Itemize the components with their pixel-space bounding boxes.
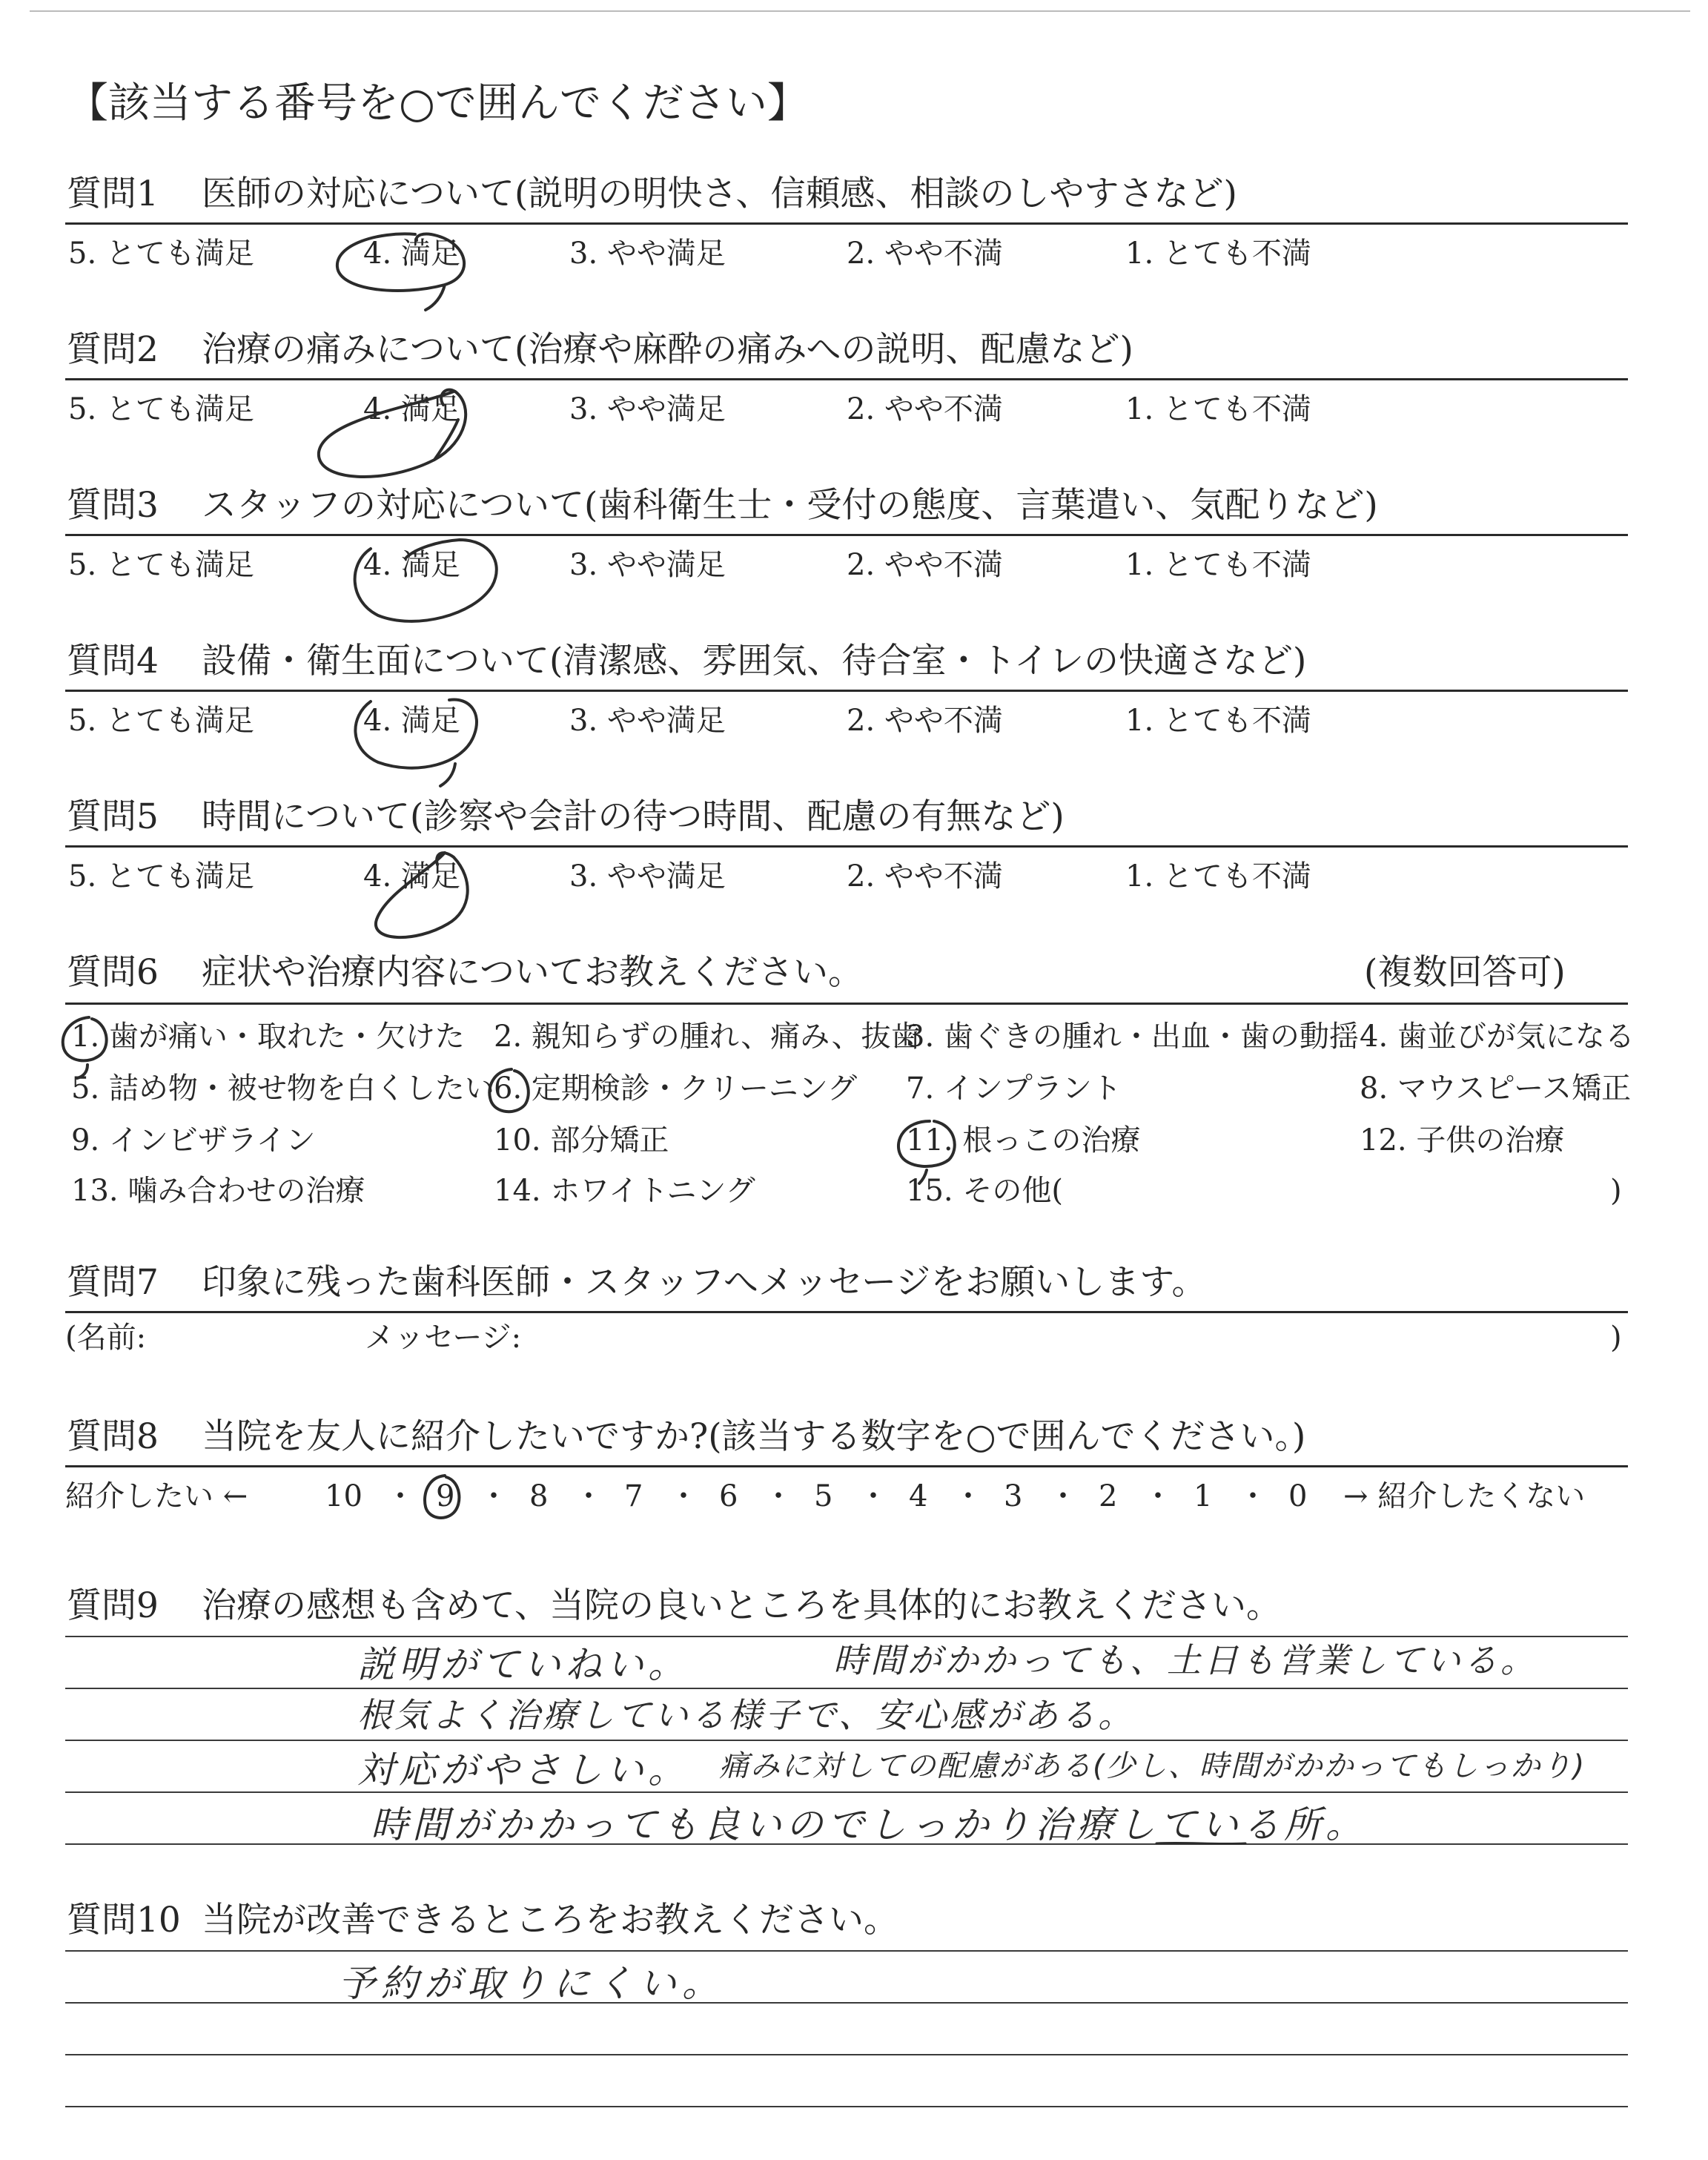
q1-option-5[interactable]: 5. とても満足 bbox=[68, 237, 254, 271]
q8-dot-5: ・ bbox=[764, 1479, 793, 1513]
q7-title: 印象に残った歯科医師・スタッフへメッセージをお願いします。 bbox=[202, 1262, 1207, 1303]
q8-dot-3: ・ bbox=[574, 1479, 603, 1513]
q1-title: 医師の対応について(説明の明快さ、信頼感、相談のしやすさなど) bbox=[202, 174, 1237, 214]
q6-rule bbox=[65, 1003, 1628, 1005]
q4-rule bbox=[65, 690, 1628, 692]
q7-close-paren: ) bbox=[1610, 1321, 1622, 1355]
q1-option-2[interactable]: 2. やや不満 bbox=[847, 237, 1003, 271]
q4-label: 質問4 bbox=[67, 641, 159, 681]
q6-item-2[interactable]: 2. 親知らずの腫れ、痛み、抜歯 bbox=[494, 1020, 921, 1054]
q10-answer-1: 予約が取りにくい。 bbox=[338, 1962, 725, 2005]
q9-answer-4: 対応がやさしい。 bbox=[357, 1748, 689, 1791]
q4-option-3[interactable]: 3. やや満足 bbox=[569, 704, 726, 738]
q4-option-2[interactable]: 2. やや不満 bbox=[847, 704, 1003, 738]
q6-item-9[interactable]: 9. インビザライン bbox=[71, 1123, 316, 1157]
q8-scale-0[interactable]: 0 bbox=[1288, 1479, 1308, 1513]
q3-title: スタッフの対応について(歯科衛生士・受付の態度、言葉遣い、気配りなど) bbox=[202, 485, 1378, 526]
q5-title: 時間について(診察や会計の待つ時間、配慮の有無など) bbox=[202, 796, 1065, 837]
q3-option-4[interactable]: 4. 満足 bbox=[363, 548, 460, 582]
q8-title: 当院を友人に紹介したいですか?(該当する数字を○で囲んでください。) bbox=[202, 1416, 1306, 1457]
q8-scale-6[interactable]: 6 bbox=[719, 1479, 738, 1513]
scan-top-edge bbox=[30, 10, 1690, 12]
q10-line-3 bbox=[65, 2054, 1628, 2055]
q8-scale-9[interactable]: 9 bbox=[436, 1479, 455, 1513]
q5-option-2[interactable]: 2. やや不満 bbox=[847, 859, 1003, 894]
q10-line-4 bbox=[65, 2106, 1628, 2107]
q8-dot-1: ・ bbox=[385, 1479, 415, 1513]
q8-dot-9: ・ bbox=[1143, 1479, 1173, 1513]
q8-dot-10: ・ bbox=[1238, 1479, 1268, 1513]
q3-rule bbox=[65, 534, 1628, 536]
q3-option-5[interactable]: 5. とても満足 bbox=[68, 548, 254, 582]
q7-rule bbox=[65, 1311, 1628, 1313]
q6-item-10[interactable]: 10. 部分矯正 bbox=[494, 1123, 669, 1157]
q2-option-1[interactable]: 1. とても不満 bbox=[1125, 392, 1311, 426]
q4-option-4[interactable]: 4. 満足 bbox=[363, 704, 460, 738]
q8-rule bbox=[65, 1465, 1628, 1467]
q5-option-4[interactable]: 4. 満足 bbox=[363, 859, 460, 894]
q2-option-5[interactable]: 5. とても満足 bbox=[68, 392, 254, 426]
q9-answer-2: 時間がかかっても、土日も営業している。 bbox=[833, 1640, 1537, 1680]
q4-option-1[interactable]: 1. とても不満 bbox=[1125, 704, 1311, 738]
q6-item-11[interactable]: 11. 根っこの治療 bbox=[906, 1123, 1141, 1157]
q6-other-close: ) bbox=[1610, 1174, 1622, 1208]
q8-scale-7[interactable]: 7 bbox=[624, 1479, 643, 1513]
q1-option-4[interactable]: 4. 満足 bbox=[363, 237, 460, 271]
q1-option-3[interactable]: 3. やや満足 bbox=[569, 237, 726, 271]
q10-line-1 bbox=[65, 1950, 1628, 1952]
q4-title: 設備・衛生面について(清潔感、雰囲気、待合室・トイレの快適さなど) bbox=[202, 641, 1307, 681]
q6-item-1[interactable]: 1. 歯が痛い・取れた・欠けた bbox=[71, 1020, 465, 1054]
q5-option-5[interactable]: 5. とても満足 bbox=[68, 859, 254, 894]
q9-line-1 bbox=[65, 1636, 1628, 1637]
q9-title: 治療の感想も含めて、当院の良いところを具体的にお教えください。 bbox=[202, 1585, 1282, 1626]
q8-dot-2: ・ bbox=[479, 1479, 509, 1513]
q5-option-3[interactable]: 3. やや満足 bbox=[569, 859, 726, 894]
q6-item-4[interactable]: 4. 歯並びが気になる bbox=[1360, 1020, 1635, 1054]
q6-item-6[interactable]: 6. 定期検診・クリーニング bbox=[494, 1071, 858, 1106]
q8-dot-8: ・ bbox=[1048, 1479, 1078, 1513]
q6-item-7[interactable]: 7. インプラント bbox=[906, 1071, 1122, 1106]
q8-scale-10[interactable]: 10 bbox=[325, 1479, 363, 1513]
q1-rule bbox=[65, 222, 1628, 225]
q7-name-label: (名前: bbox=[65, 1321, 147, 1355]
q10-line-2 bbox=[65, 2002, 1628, 2004]
q2-option-3[interactable]: 3. やや満足 bbox=[569, 392, 726, 426]
q6-item-12[interactable]: 12. 子供の治療 bbox=[1360, 1123, 1565, 1157]
q9-answer-3: 根気よく治療している様子で、安心感がある。 bbox=[357, 1695, 1136, 1735]
q6-note: (複数回答可) bbox=[1364, 952, 1566, 993]
q8-scale-8[interactable]: 8 bbox=[529, 1479, 549, 1513]
q8-left-label: 紹介したい ← bbox=[65, 1479, 248, 1513]
q6-item-14[interactable]: 14. ホワイトニング bbox=[494, 1174, 755, 1208]
q3-option-3[interactable]: 3. やや満足 bbox=[569, 548, 726, 582]
page-heading: 【該当する番号を○で囲んでください】 bbox=[67, 79, 809, 128]
q6-item-3[interactable]: 3. 歯ぐきの腫れ・出血・歯の動揺 bbox=[906, 1020, 1359, 1054]
q9-line-4 bbox=[65, 1791, 1628, 1793]
q7-label: 質問7 bbox=[67, 1262, 159, 1303]
q1-label: 質問1 bbox=[67, 174, 159, 214]
q8-dot-7: ・ bbox=[953, 1479, 983, 1513]
q8-dot-6: ・ bbox=[858, 1479, 888, 1513]
q9-label: 質問9 bbox=[67, 1585, 159, 1626]
q2-option-4[interactable]: 4. 満足 bbox=[363, 392, 460, 426]
q8-scale-1[interactable]: 1 bbox=[1194, 1479, 1213, 1513]
q2-option-2[interactable]: 2. やや不満 bbox=[847, 392, 1003, 426]
q3-option-1[interactable]: 1. とても不満 bbox=[1125, 548, 1311, 582]
q3-label: 質問3 bbox=[67, 485, 159, 526]
q6-item-13[interactable]: 13. 噛み合わせの治療 bbox=[71, 1174, 365, 1208]
q8-label: 質問8 bbox=[67, 1416, 159, 1457]
q9-answer-1: 説明がていねい。 bbox=[357, 1643, 689, 1686]
q6-item-8[interactable]: 8. マウスピース矯正 bbox=[1360, 1071, 1632, 1106]
q8-scale-2[interactable]: 2 bbox=[1099, 1479, 1118, 1513]
q5-rule bbox=[65, 845, 1628, 848]
q2-label: 質問2 bbox=[67, 329, 159, 370]
q5-option-1[interactable]: 1. とても不満 bbox=[1125, 859, 1311, 894]
q2-title: 治療の痛みについて(治療や麻酔の痛みへの説明、配慮など) bbox=[202, 329, 1133, 370]
q9-line-3 bbox=[65, 1740, 1628, 1741]
q2-rule bbox=[65, 378, 1628, 380]
q10-label: 質問10 bbox=[67, 1900, 181, 1941]
q7-message-label: メッセージ: bbox=[365, 1321, 522, 1355]
q5-label: 質問5 bbox=[67, 796, 159, 837]
q8-dot-4: ・ bbox=[669, 1479, 698, 1513]
q6-label: 質問6 bbox=[67, 952, 159, 993]
q9-answer-6: 時間がかかっても良いのでしっかり治療している所。 bbox=[371, 1803, 1367, 1846]
q6-item-15[interactable]: 15. その他( bbox=[906, 1174, 1063, 1208]
q8-scale-4[interactable]: 4 bbox=[909, 1479, 928, 1513]
q10-title: 当院が改善できるところをお教えください。 bbox=[202, 1900, 898, 1941]
q8-right-label: → 紹介したくない bbox=[1343, 1479, 1586, 1513]
q3-option-2[interactable]: 2. やや不満 bbox=[847, 548, 1003, 582]
q6-title: 症状や治療内容についてお教えください。 bbox=[202, 952, 864, 993]
q9-line-2 bbox=[65, 1688, 1628, 1689]
q8-scale-5[interactable]: 5 bbox=[814, 1479, 833, 1513]
q1-option-1[interactable]: 1. とても不満 bbox=[1125, 237, 1311, 271]
q4-option-5[interactable]: 5. とても満足 bbox=[68, 704, 254, 738]
q8-scale-3[interactable]: 3 bbox=[1004, 1479, 1023, 1513]
q6-item-5[interactable]: 5. 詰め物・被せ物を白くしたい bbox=[71, 1071, 494, 1106]
q9-answer-5: 痛みに対しての配慮がある(少し、時間がかかってもしっかり) bbox=[719, 1749, 1586, 1783]
